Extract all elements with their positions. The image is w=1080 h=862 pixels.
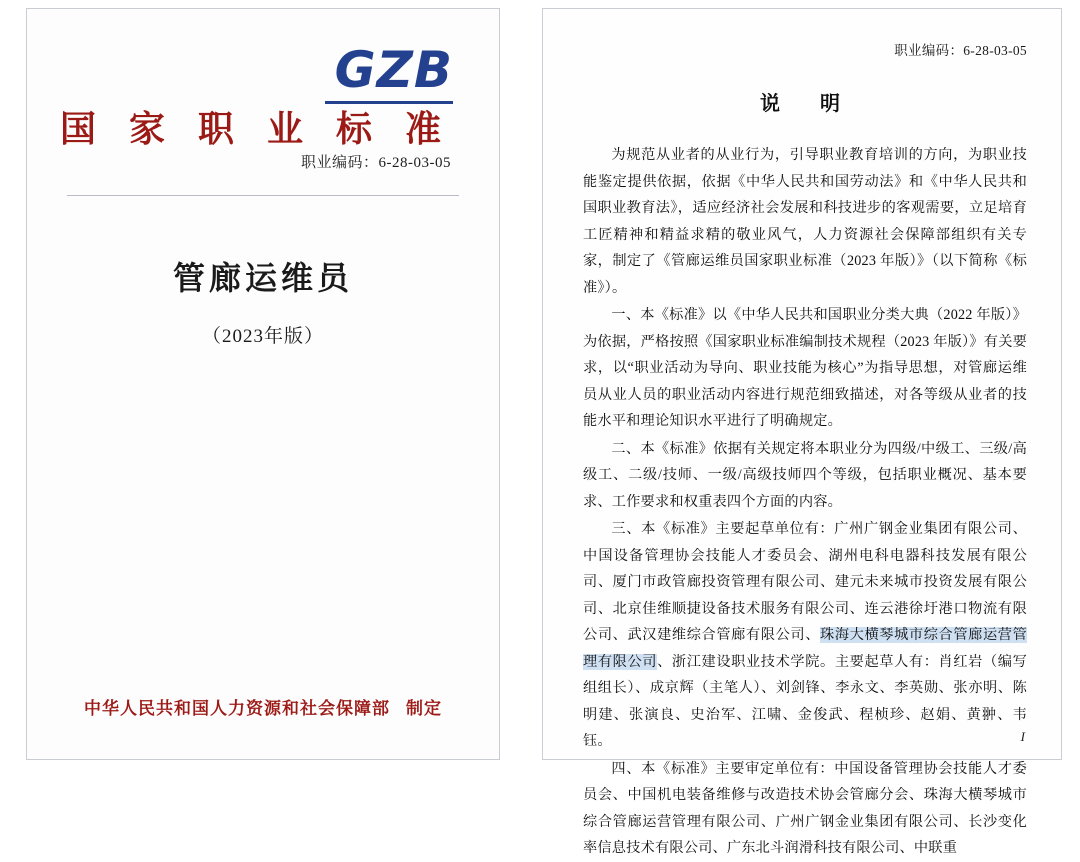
- paragraph-two: 二、本《标准》依据有关规定将本职业分为四级/中级工、三级/高级工、二级/技师、一级/高级技师四个等级，包括职业概况、基本要求、工作要求和权重表四个方面的内容。: [583, 440, 1027, 510]
- page-gutter: [520, 0, 536, 773]
- cover-edition: （2023年版）: [201, 326, 324, 347]
- body-text: [583, 142, 1027, 862]
- paragraph-three-prefix: 三、本《标准》主要起草单位有：广州广钢金业集团有限公司、中国设备管理协会技能人才委员会、湖州电科电器科技发展有限公司、厦门市政管廊投资管理有限公司、建元未来城市投资发展有限公司、北京佳维顺捷设备技术服务有限公司、连云港徐圩港口物流有限公司、武汉建维综合管廊有限公司、: [583, 521, 1027, 643]
- paragraph-three: [583, 516, 1027, 755]
- cover-occupation-code: 职业编码：6-28-03-05: [301, 155, 451, 171]
- page-number: I: [1020, 729, 1025, 744]
- page-header-code: 职业编码：6-28-03-05: [894, 43, 1027, 58]
- paragraph-three-suffix: 、浙江建设职业技术学院。主要起草人有：肖红岩（编写组组长）、成京辉（主笔人）、刘剑锋、李永文、李英勋、张亦明、陈明建、张演良、史治军、江啸、金俊武、程桢珍、赵娟、黄翀、韦钰。: [583, 653, 1027, 749]
- cover-issuer: 中华人民共和国人力资源和社会保障部: [84, 699, 390, 718]
- explanation-page: [536, 0, 1080, 856]
- page-frame: [542, 8, 1062, 856]
- cover-title: 国 家 职 业 标 准: [59, 109, 453, 149]
- paragraph-intro: 为规范从业者的从业行为，引导职业教育培训的方向，为职业技能鉴定提供依据，依据《中华人民共和国劳动法》和《中华人民共和国职业教育法》，适应经济社会发展和科技进步的客观需要，立足培育工匠精神和精益求精的敬业风气，人力资源社会保障部组织有关专家，制定了《管廊运维员国家职业标准（2023 年版）》（以下简称《标准》）。: [583, 147, 1027, 296]
- cover-occupation-name: 管廊运维员: [172, 260, 353, 296]
- cover-issue-word: 制定: [406, 699, 442, 718]
- cover-page: [0, 0, 520, 773]
- cover-issuer-line: [27, 694, 499, 719]
- highlighted-company: 珠海大横琴城市综合管廊运营管理有限公司: [583, 627, 1027, 670]
- gzb-logo: GZB: [334, 41, 453, 99]
- cover-divider: [67, 195, 459, 196]
- paragraph-one: 一、本《标准》以《中华人民共和国职业分类大典（2022 年版）》为依据，严格按照《国家职业标准编制技术规程（2023 年版）》有关要求，以“职业活动为导向、职业技能为核心”为指导思想，对管廊运维员从业人员的职业活动内容进行规范细致描述，对各等级从业者的技能水平和理论知识水平进行了明确规定。: [583, 307, 1027, 429]
- paragraph-four: 四、本《标准》主要审定单位有：中国设备管理协会技能人才委员会、中国机电装备维修与改造技术协会管廊分会、珠海大横琴城市综合管廊运营管理有限公司、广州广钢金业集团有限公司、长沙变化率信息技术有限公司、广东北斗润滑科技有限公司、中联重: [583, 760, 1027, 856]
- page-title: 说 明: [760, 93, 850, 115]
- cover-frame: [26, 8, 500, 760]
